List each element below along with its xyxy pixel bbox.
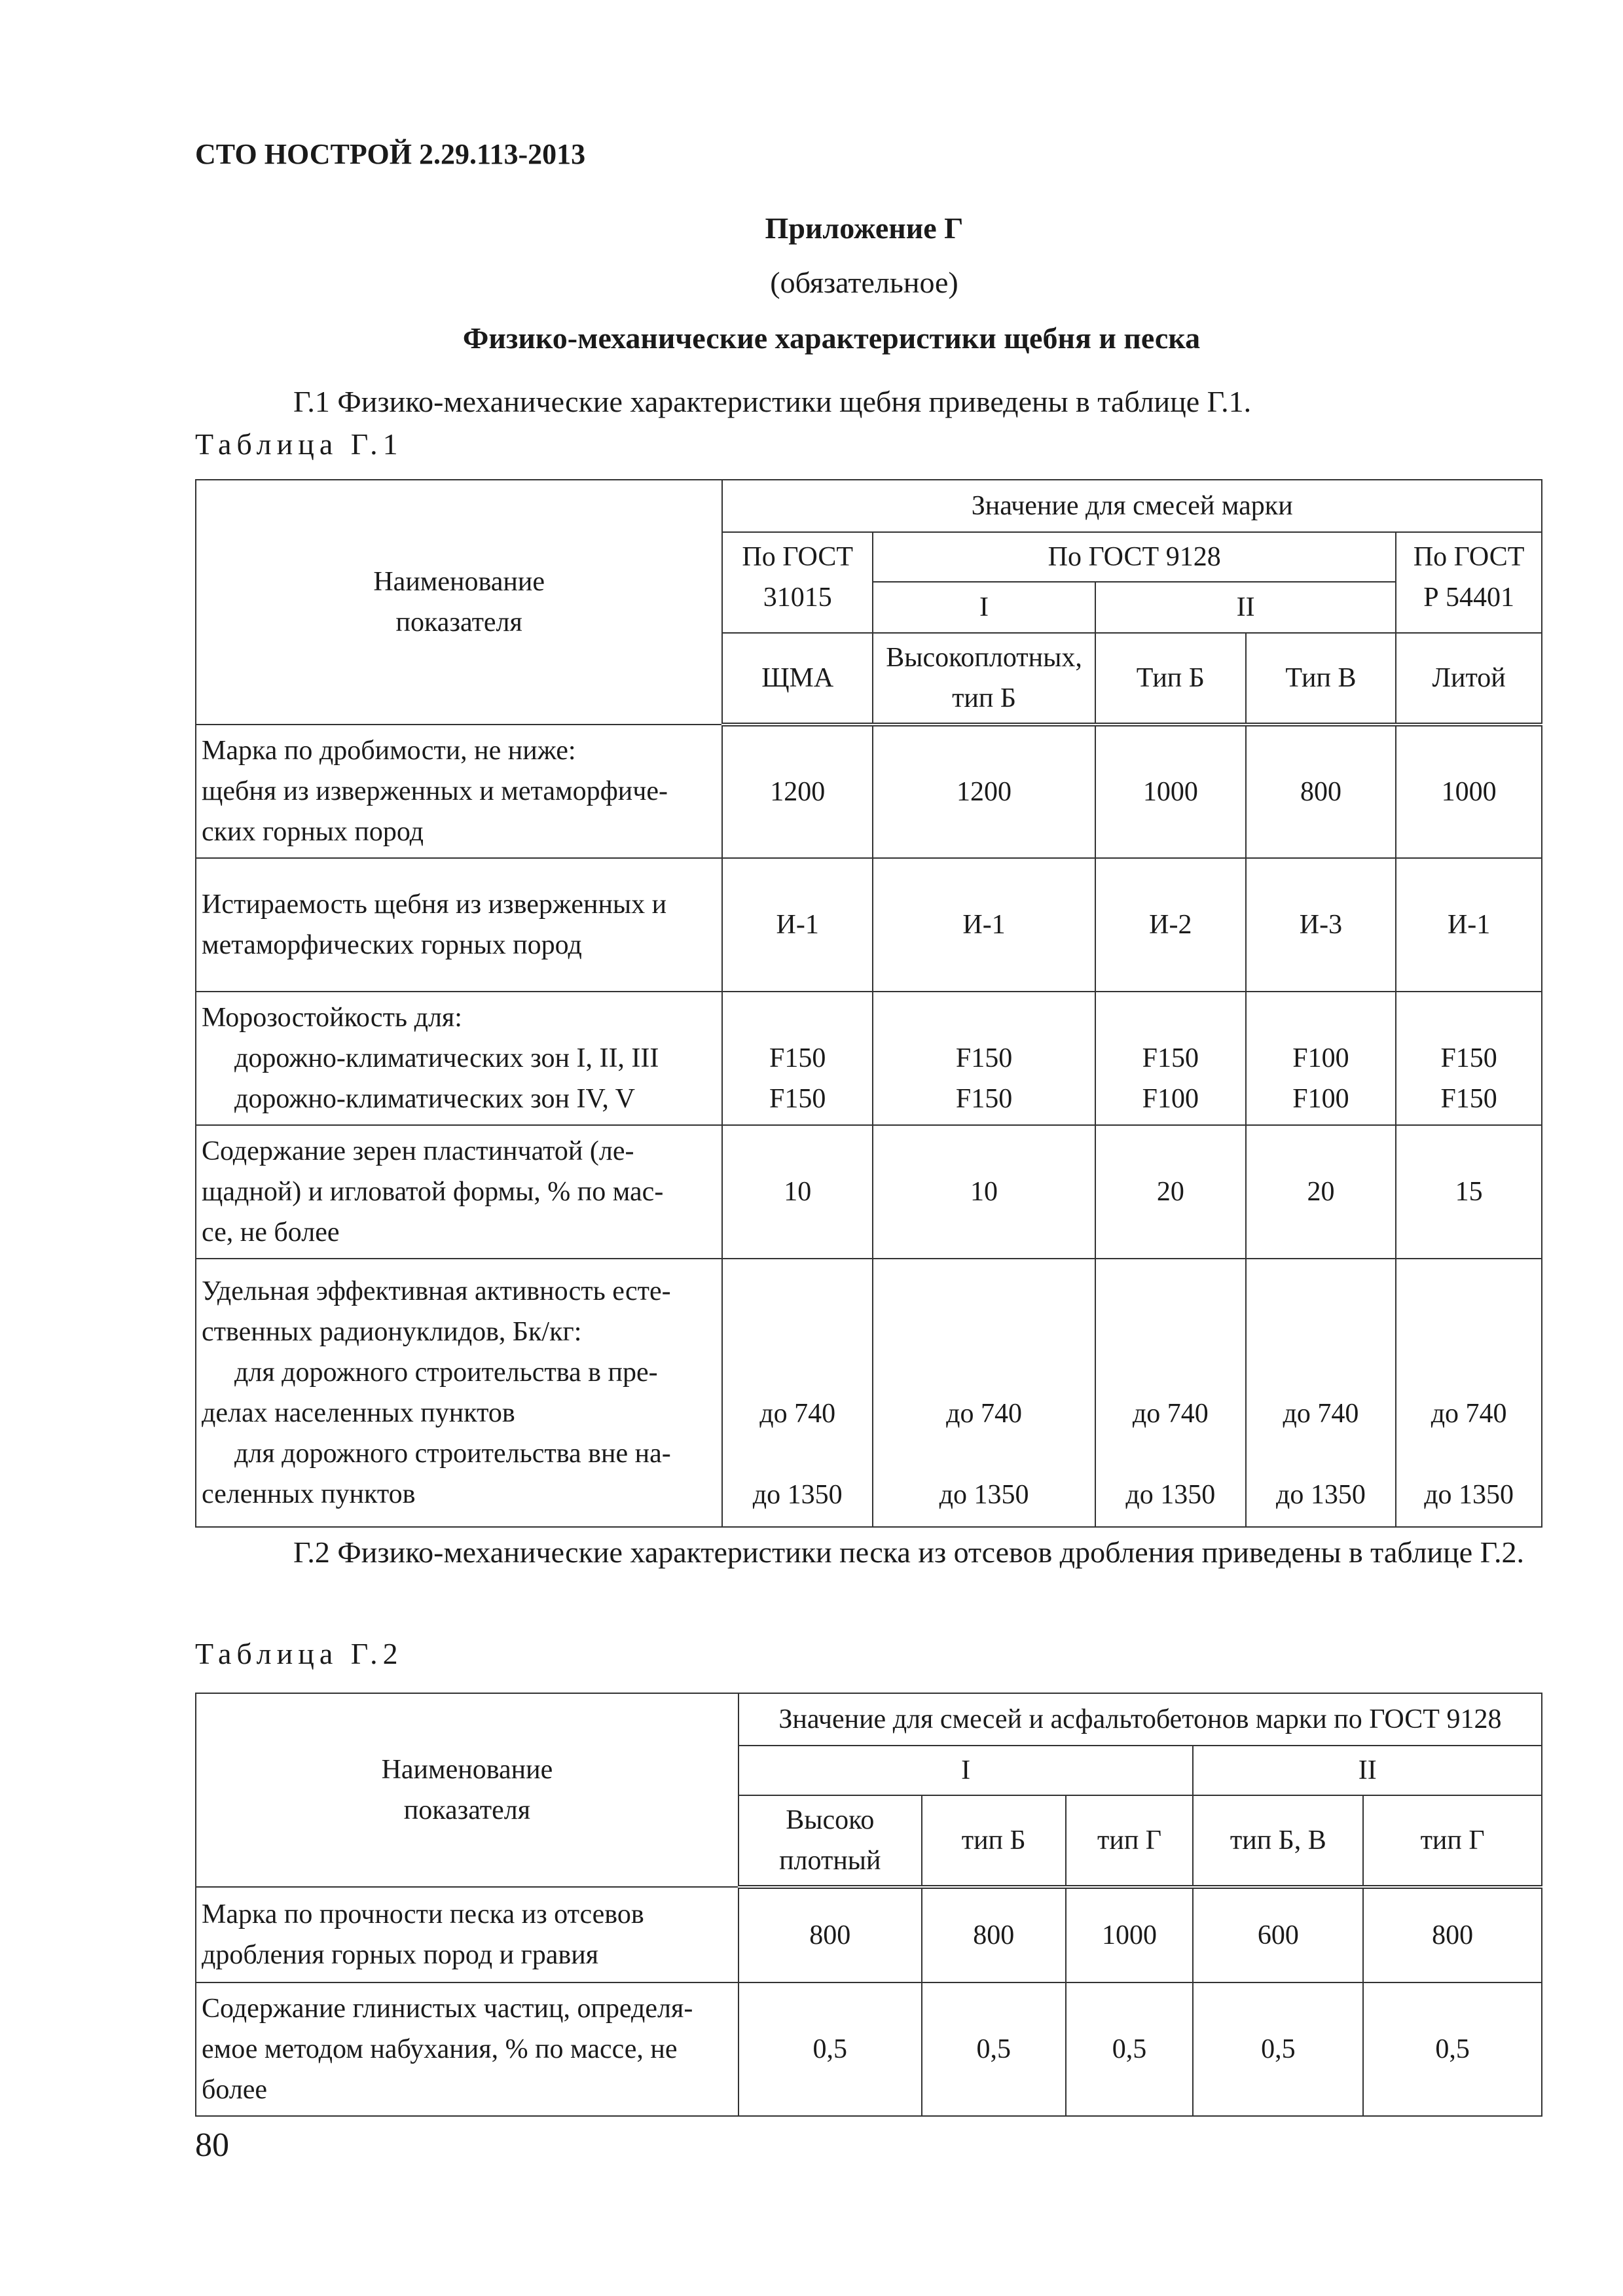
param-line: ских горных пород	[202, 817, 424, 847]
table-row	[196, 1982, 1542, 2116]
value-cell: И-1	[722, 858, 873, 992]
param-name	[196, 1125, 722, 1259]
param-line: дробления горных пород и гравия	[202, 1940, 599, 1970]
header-param-name: Наименование показателя	[196, 480, 722, 725]
param-line: селенных пунктов	[202, 1479, 416, 1509]
value-cell: 20	[1246, 1125, 1396, 1259]
param-line: Марка по дробимости, не ниже:	[202, 736, 576, 766]
value-cell: 1000	[1095, 725, 1246, 858]
value-cell: до 740 до 1350	[1246, 1259, 1396, 1527]
appendix-title: Приложение Г	[765, 211, 964, 245]
value-cell: F150 F150	[722, 992, 873, 1125]
table-g2	[195, 1693, 1542, 2117]
header-col-tipB: тип Б	[922, 1795, 1066, 1887]
param-line: более	[202, 2075, 268, 2105]
param-line: дорожно-климатических зон IV, V	[234, 1084, 635, 1114]
table-row	[196, 1125, 1542, 1259]
value-cell: 20	[1095, 1125, 1246, 1259]
header-gost31015: По ГОСТ 31015	[722, 532, 873, 633]
header-col-tipV: Тип В	[1246, 633, 1396, 725]
param-name	[196, 1982, 739, 2116]
section-title: Физико-механические характеристики щебня и песка	[462, 321, 1201, 355]
value-cell: 15	[1396, 1125, 1542, 1259]
value-cell: И-1	[873, 858, 1095, 992]
param-name	[196, 725, 722, 858]
header-values-group: Значение для смесей и асфальтобетонов марки по ГОСТ 9128	[739, 1693, 1542, 1746]
header-col-litoy: Литой	[1396, 633, 1542, 725]
value-cell: 0,5	[1193, 1982, 1363, 2116]
param-line: Истираемость щебня из изверженных и	[202, 889, 667, 920]
value-cell: И-2	[1095, 858, 1246, 992]
param-line: метаморфических горных пород	[202, 930, 582, 960]
value-cell: 800	[1363, 1887, 1542, 1982]
param-line: щебня из изверженных и метаморфиче-	[202, 776, 668, 806]
value-cell: 800	[739, 1887, 922, 1982]
header-values-group: Значение для смесей марки	[722, 480, 1542, 532]
header-gost54401: По ГОСТ Р 54401	[1396, 532, 1542, 633]
param-line: Марка по прочности песка из отсевов	[202, 1899, 644, 1929]
header-col-tipB: Тип Б	[1095, 633, 1246, 725]
table-row	[196, 1259, 1542, 1527]
value-cell: 0,5	[1363, 1982, 1542, 2116]
param-line: ственных радионуклидов, Бк/кг:	[202, 1317, 582, 1347]
table-g1	[195, 479, 1542, 1528]
document-code: СТО НОСТРОЙ 2.29.113-2013	[195, 138, 586, 170]
value-cell: до 740 до 1350	[1396, 1259, 1542, 1527]
value-cell: 10	[873, 1125, 1095, 1259]
table-caption-g1: Таблица Г.1	[195, 427, 403, 461]
header-col-tipG2: тип Г	[1363, 1795, 1542, 1887]
header-col-tipBV: тип Б, В	[1193, 1795, 1363, 1887]
param-line: Морозостойкость для:	[202, 1003, 462, 1033]
value-cell: 1000	[1396, 725, 1542, 858]
header-class-II: II	[1095, 582, 1396, 633]
value-cell: 1200	[873, 725, 1095, 858]
table-row	[196, 725, 1542, 858]
param-line: щадной) и игловатой формы, % по мас-	[202, 1177, 664, 1207]
value-cell: до 740 до 1350	[722, 1259, 873, 1527]
value-cell: 800	[1246, 725, 1396, 858]
table-caption-g2: Таблица Г.2	[195, 1637, 403, 1670]
value-cell: И-1	[1396, 858, 1542, 992]
param-line: для дорожного строительства вне на-	[234, 1439, 671, 1469]
value-cell: до 740 до 1350	[873, 1259, 1095, 1527]
header-col-tipG: тип Г	[1066, 1795, 1194, 1887]
page-number: 80	[195, 2126, 229, 2164]
param-name	[196, 1887, 739, 1982]
value-cell: до 740 до 1350	[1095, 1259, 1246, 1527]
header-col-shma: ЩМА	[722, 633, 873, 725]
header-param-name: Наименование показателя	[196, 1693, 739, 1887]
param-line: Содержание глинистых частиц, определя-	[202, 1994, 693, 2024]
header-col-vysokoplot: Высокоплотных, тип Б	[873, 633, 1095, 725]
value-cell: 600	[1193, 1887, 1363, 1982]
table-row	[196, 858, 1542, 992]
param-name	[196, 1259, 722, 1527]
value-cell: 0,5	[739, 1982, 922, 2116]
value-cell: 1200	[722, 725, 873, 858]
value-cell: 0,5	[1066, 1982, 1194, 2116]
param-line: Удельная эффективная активность есте-	[202, 1276, 671, 1306]
table-row	[196, 992, 1542, 1125]
value-cell: F150 F150	[1396, 992, 1542, 1125]
value-cell: F100 F100	[1246, 992, 1396, 1125]
header-class-I: I	[873, 582, 1095, 633]
param-line: се, не более	[202, 1217, 340, 1247]
value-cell: F150 F150	[873, 992, 1095, 1125]
value-cell: F150 F100	[1095, 992, 1246, 1125]
header-class-II: II	[1193, 1746, 1542, 1795]
appendix-status: (обязательное)	[770, 266, 958, 299]
param-line: емое методом набухания, % по массе, не	[202, 2034, 678, 2064]
value-cell: 1000	[1066, 1887, 1194, 1982]
value-cell: 10	[722, 1125, 873, 1259]
param-line: делах населенных пунктов	[202, 1398, 515, 1428]
value-cell: 0,5	[922, 1982, 1066, 2116]
header-class-I: I	[739, 1746, 1194, 1795]
table-row	[196, 1887, 1542, 1982]
paragraph-g1: Г.1 Физико-механические характеристики щебня приведены в таблице Г.1.	[293, 385, 1252, 418]
param-name	[196, 858, 722, 992]
header-gost9128: По ГОСТ 9128	[873, 532, 1396, 582]
header-col-vysoko: Высоко плотный	[739, 1795, 922, 1887]
value-cell: 800	[922, 1887, 1066, 1982]
param-line: Содержание зерен пластинчатой (ле-	[202, 1136, 634, 1166]
param-line: дорожно-климатических зон I, II, III	[234, 1043, 659, 1073]
param-name	[196, 992, 722, 1125]
paragraph-g2: Г.2 Физико-механические характеристики песка из отсевов дробления приведены в таблице Г.2.	[293, 1535, 1525, 1569]
value-cell: И-3	[1246, 858, 1396, 992]
param-line: для дорожного строительства в пре-	[234, 1357, 658, 1388]
